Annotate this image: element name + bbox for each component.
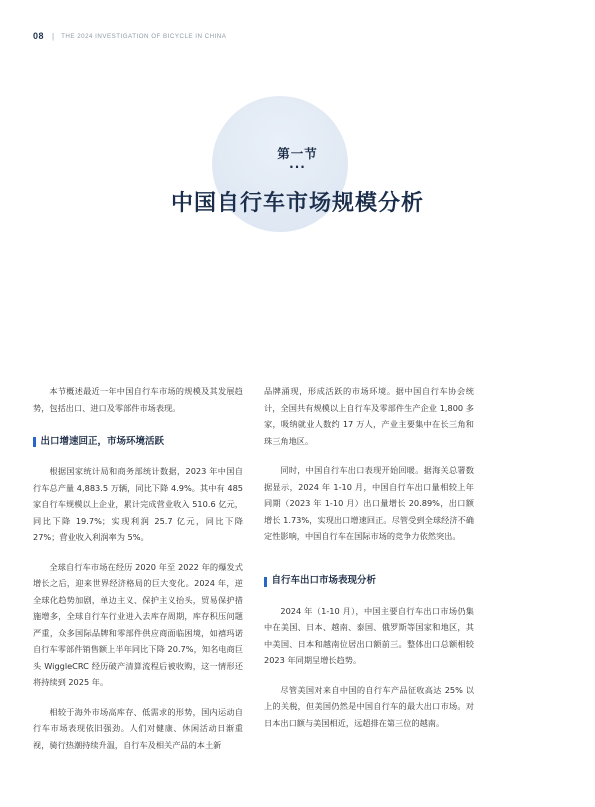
- page-header: [33, 30, 226, 42]
- subheading-export-analysis: [264, 574, 474, 590]
- paragraph-export-rebound: 同时，中国自行车出口表现开始回暖。据海关总署数据显示，2024 年 1-10 月，中国自行车出口量相较上年同期（2023 年 1-10 月）出口量增长 20.89%，出口额增长 1.73%，实现出口增速回正。尽管受到全球经济不确定性影响，中国自行车在国际市场的竞争力依然突出。: [264, 465, 474, 541]
- page-title: 中国自行车市场规模分析: [170, 191, 424, 216]
- page-number: 08: [33, 31, 45, 41]
- paragraph-production-stats: 根据国家统计局和商务部统计数据，2023 年中国自行车总产量 4,883.5 万辆，同比下降 4.9%。其中有 485 家自行车规模以上企业，累计完成营业收入 510.6 亿元，同比下降 19.7%；实现利润 25.7 亿元，同比下降 27%；营业收入利润率为 5%。: [33, 466, 243, 542]
- paragraph-export-markets: 2024 年（1-10 月），中国主要自行车出口市场仍集中在美国、日本、越南、泰国、俄罗斯等国家和地区，其中美国、日本和越南位居出口额前三。整体出口总额相较 2023 年同期呈增长趋势。: [264, 605, 474, 665]
- subheading-text: 自行车出口市场表现分析: [271, 575, 377, 587]
- subheading-export-recovery: [33, 434, 243, 450]
- running-title: THE 2024 INVESTIGATION OF BICYCLE IN CHINA: [61, 32, 227, 40]
- subheading-text: 出口增速回正，市场环境活跃: [40, 435, 165, 447]
- header-separator: |: [52, 31, 55, 41]
- left-column: [33, 383, 243, 753]
- section-label: 第一节: [277, 146, 318, 161]
- paragraph-global-market: 全球自行车市场在经历 2020 年至 2022 年的爆发式增长之后，迎来世界经济格局的巨大变化。2024 年，逆全球化趋势加剧，单边主义、保护主义抬头，贸易保护措施增多，全球自行车行业进入去库存周期，库存积压问题严重，众多国际品牌和零部件供应商面临困境，如禧玛诺自行车零部件销售额上半年同比下降 20.7%，知名电商巨头 WiggleCRC 经历破产清算流程后被收购，这一情形还将持续到 2025 年。: [33, 561, 243, 687]
- right-column: [264, 383, 474, 731]
- paragraph-domestic-market-continued: 品牌涌现，形成活跃的市场环境。据中国自行车协会统计，全国共有规模以上自行车及零部件生产企业 1,800 多家，吸纳就业人数约 17 万人，产业主要集中在长三角和珠三角地区。: [264, 386, 474, 446]
- intro-paragraph: 本节概述最近一年中国自行车市场的规模及其发展趋势，包括出口、进口及零部件市场表现。: [33, 386, 243, 413]
- paragraph-us-tariffs: 尽管美国对来自中国的自行车产品征收高达 25% 以上的关税，但美国仍然是中国自行车的最大出口市场。对日本出口额与美国相近，远超排在第三位的越南。: [264, 684, 474, 728]
- subheading-bar-icon: [264, 577, 267, 587]
- paragraph-domestic-market: 相较于海外市场高库存、低需求的形势，国内运动自行车市场表现依旧强劲。人们对健康、休闲活动日渐重视，骑行热潮持续升温，自行车及相关产品的本土新: [33, 706, 243, 750]
- section-dots: ···: [289, 160, 306, 174]
- subheading-bar-icon: [33, 437, 36, 447]
